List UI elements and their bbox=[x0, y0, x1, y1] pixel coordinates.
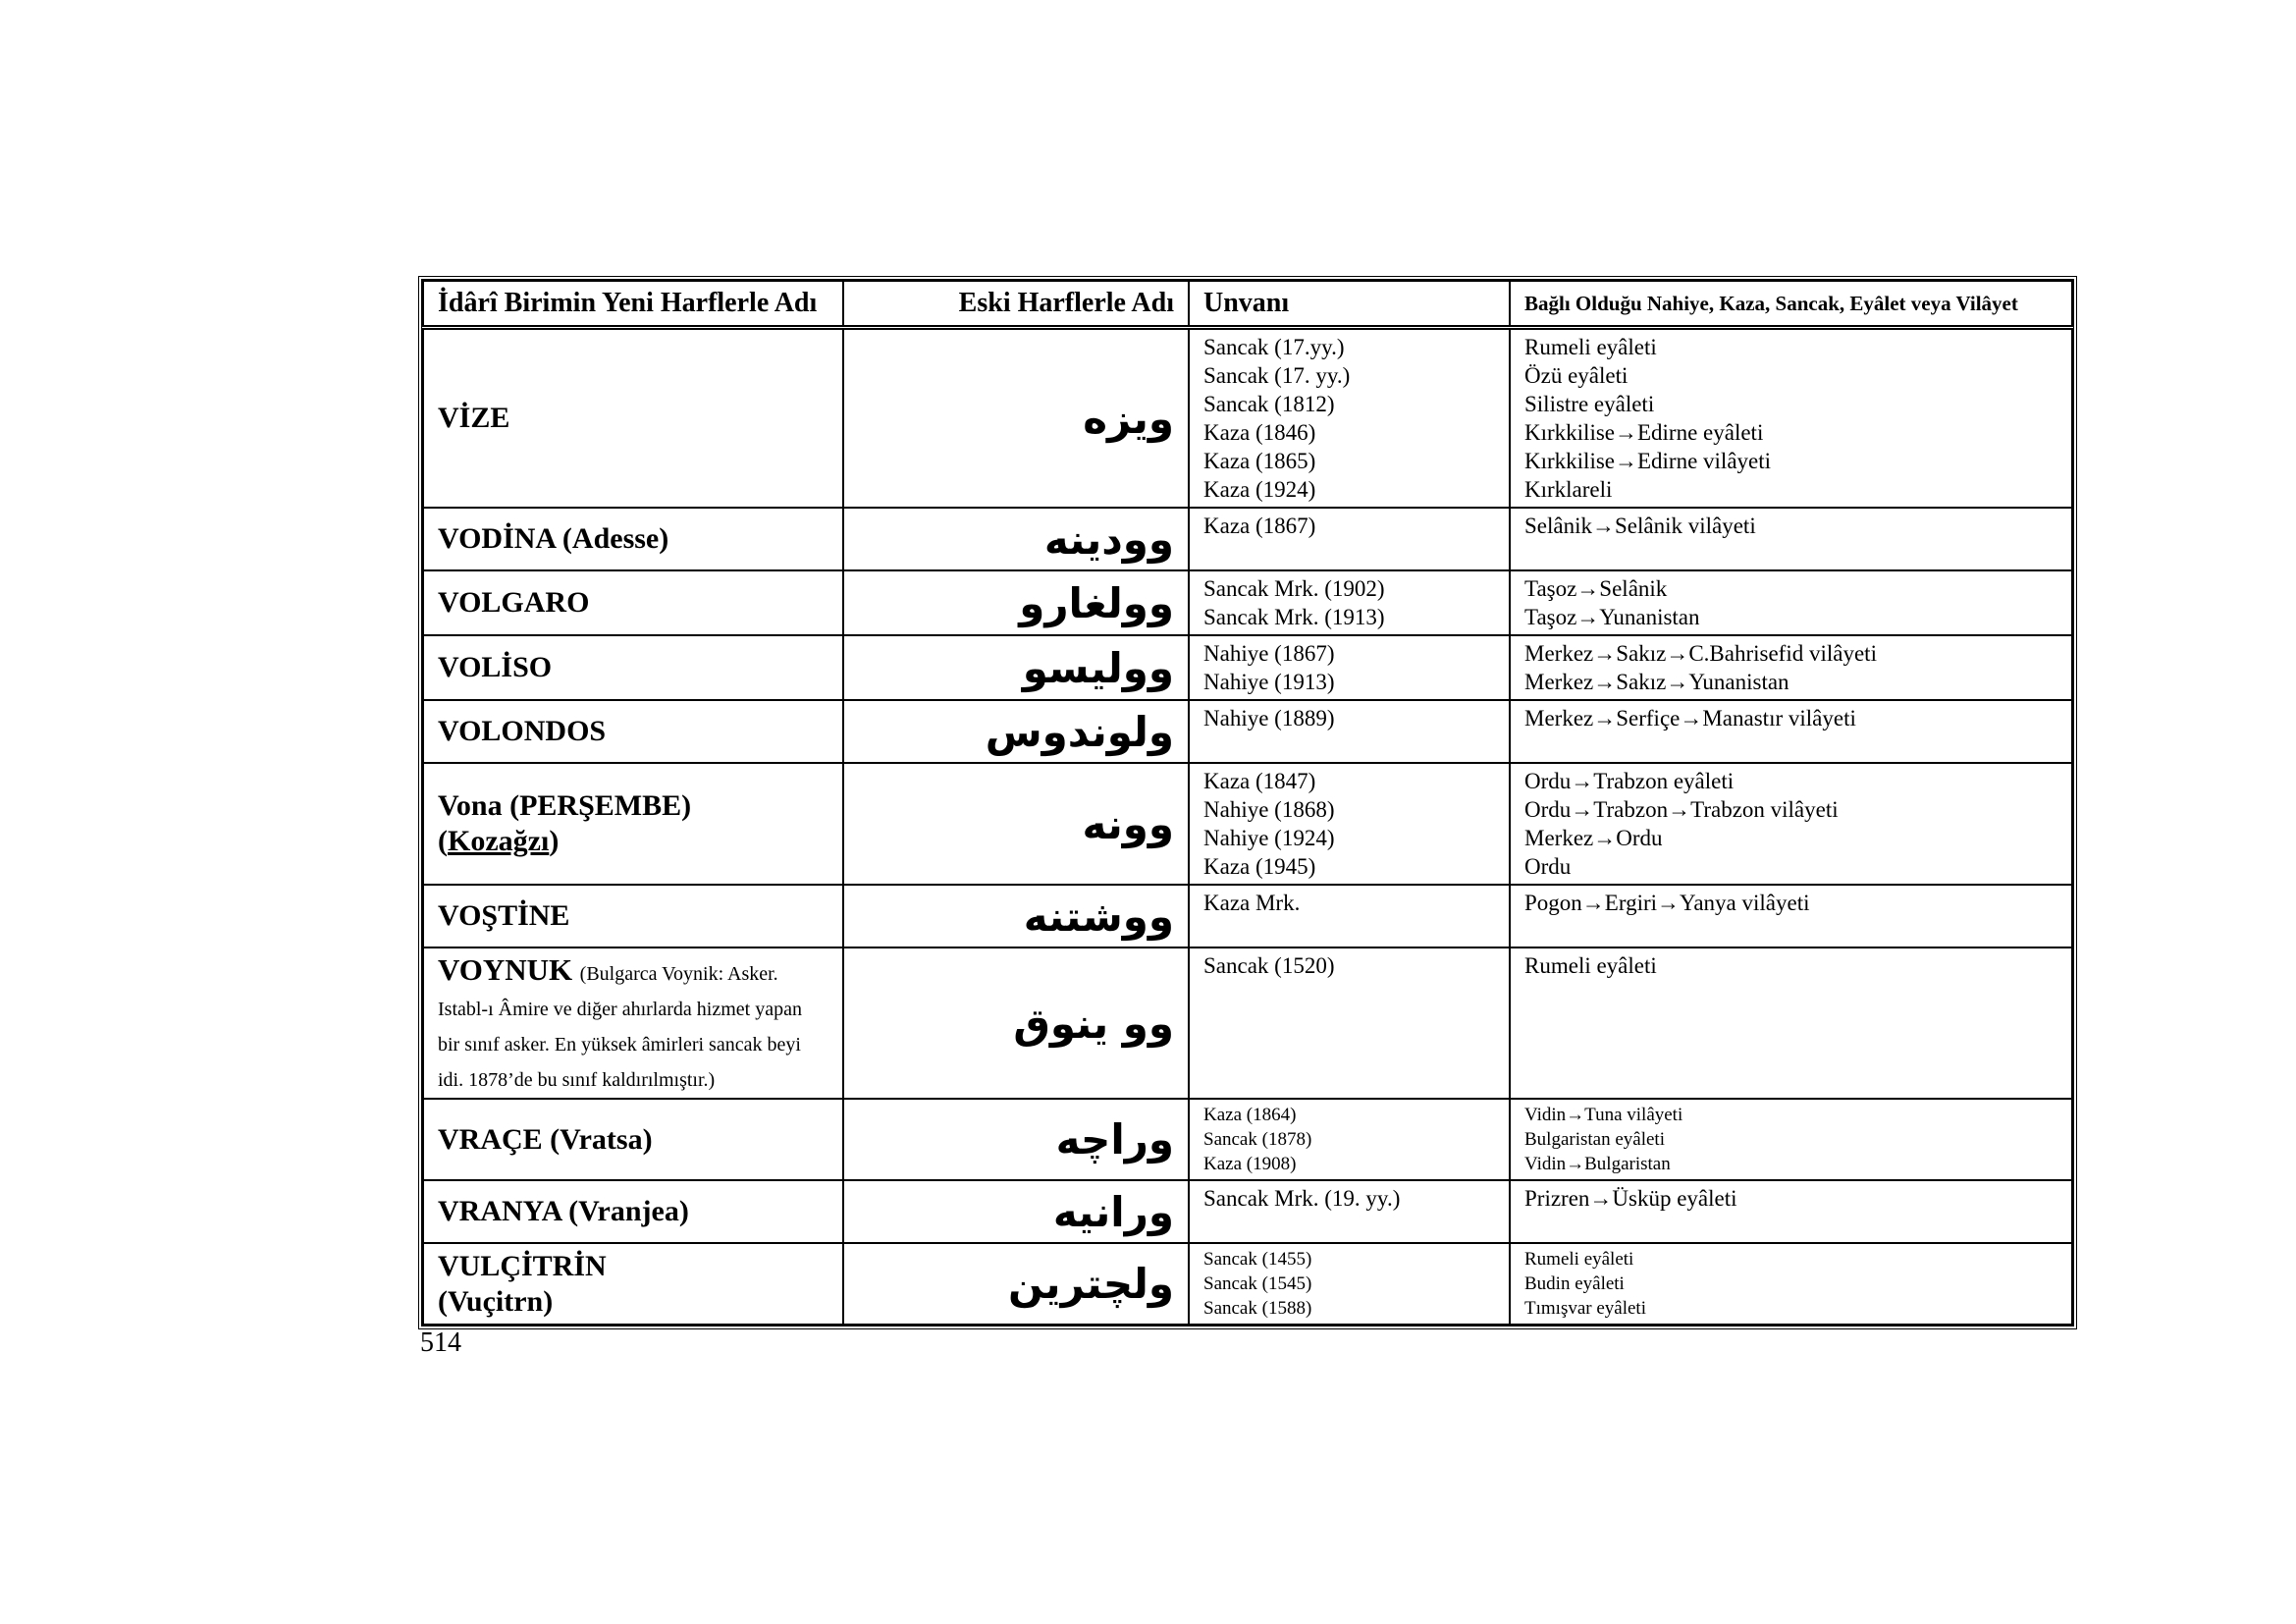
title-line: Kaza (1945) bbox=[1203, 854, 1316, 879]
parent-line: Vidin→Bulgaristan bbox=[1524, 1154, 1671, 1174]
title-line: Sancak (17. yy.) bbox=[1203, 363, 1351, 388]
unit-name-text: VRANYA (Vranjea) bbox=[438, 1195, 689, 1227]
unit-titles bbox=[1189, 570, 1510, 635]
parent-line: Pogon→Ergiri→Yanya vilâyeti bbox=[1524, 891, 1810, 915]
table-row bbox=[423, 1180, 2072, 1243]
unit-titles bbox=[1189, 885, 1510, 947]
unit-old-name: وراچه bbox=[843, 1099, 1189, 1180]
unit-parents bbox=[1510, 700, 2072, 763]
title-line: Sancak Mrk. (1913) bbox=[1203, 605, 1385, 629]
unit-titles bbox=[1189, 1243, 1510, 1325]
title-line: Kaza (1924) bbox=[1203, 477, 1316, 502]
table-row bbox=[423, 508, 2072, 570]
title-line: Sancak (1878) bbox=[1203, 1129, 1312, 1150]
unit-new-name bbox=[423, 508, 843, 570]
parent-line: Budin eyâleti bbox=[1524, 1273, 1625, 1294]
title-line: Kaza (1865) bbox=[1203, 449, 1316, 473]
parent-line: Kırkkilise→Edirne vilâyeti bbox=[1524, 449, 1772, 473]
unit-note: (Bulgarca Voynik: Asker. Istabl-ı Âmire ve diğer ahırlarda hizmet yapan bir sınıf asker. En yüksek âmirleri sancak beyi idi. 1878’de bu sınıf kaldırılmıştır.) bbox=[438, 963, 802, 1091]
unit-titles bbox=[1189, 1099, 1510, 1180]
header-parent: Bağlı Olduğu Nahiye, Kaza, Sancak, Eyâlet veya Vilâyet bbox=[1510, 281, 2072, 328]
title-line: Sancak Mrk. (19. yy.) bbox=[1203, 1186, 1401, 1211]
unit-titles bbox=[1189, 700, 1510, 763]
title-line: Sancak (1812) bbox=[1203, 392, 1335, 416]
unit-parents bbox=[1510, 1243, 2072, 1325]
title-line: Nahiye (1867) bbox=[1203, 641, 1335, 666]
parent-line: Merkez→Sakız→Yunanistan bbox=[1524, 670, 1789, 694]
unit-name-text: VODİNA (Adesse) bbox=[438, 522, 669, 555]
unit-old-name: وولغارو bbox=[843, 570, 1189, 635]
parent-line: Merkez→Sakız→C.Bahrisefid vilâyeti bbox=[1524, 641, 1877, 666]
unit-parents bbox=[1510, 328, 2072, 509]
title-line: Kaza (1867) bbox=[1203, 514, 1316, 538]
gazetteer-table-frame bbox=[418, 276, 2077, 1329]
unit-new-name bbox=[423, 885, 843, 947]
unit-old-name: ولچترین bbox=[843, 1243, 1189, 1325]
parent-line: Ordu→Trabzon→Trabzon vilâyeti bbox=[1524, 797, 1839, 822]
unit-parents bbox=[1510, 885, 2072, 947]
title-line: Nahiye (1889) bbox=[1203, 706, 1335, 731]
unit-new-name bbox=[423, 1243, 843, 1325]
unit-name-alt: (Kozağzı) bbox=[438, 825, 560, 857]
unit-parents bbox=[1510, 1180, 2072, 1243]
unit-new-name bbox=[423, 1180, 843, 1243]
unit-parents bbox=[1510, 570, 2072, 635]
unit-old-name: ولوندوس bbox=[843, 700, 1189, 763]
unit-new-name bbox=[423, 947, 843, 1099]
unit-titles bbox=[1189, 1180, 1510, 1243]
unit-new-name bbox=[423, 1099, 843, 1180]
unit-name-text: VOLİSO bbox=[438, 651, 553, 683]
unit-new-name bbox=[423, 700, 843, 763]
parent-line: Ordu bbox=[1524, 854, 1572, 879]
parent-line: Kırkkilise→Edirne eyâleti bbox=[1524, 420, 1764, 445]
unit-name-text: Vona (PERŞEMBE) bbox=[438, 789, 692, 822]
parent-line: Rumeli eyâleti bbox=[1524, 1249, 1634, 1270]
table-row bbox=[423, 570, 2072, 635]
page-number: 514 bbox=[420, 1327, 461, 1358]
unit-name-text: VOŞTİNE bbox=[438, 899, 570, 932]
parent-line: Özü eyâleti bbox=[1524, 363, 1629, 388]
unit-name-alt: (Vuçitrn) bbox=[438, 1284, 554, 1318]
header-title: Unvanı bbox=[1189, 281, 1510, 328]
unit-titles bbox=[1189, 763, 1510, 885]
title-line: Sancak (1545) bbox=[1203, 1273, 1312, 1294]
unit-old-name: ووشتنه bbox=[843, 885, 1189, 947]
unit-parents bbox=[1510, 947, 2072, 1099]
table-row bbox=[423, 1243, 2072, 1325]
unit-old-name: وو ينوق bbox=[843, 947, 1189, 1099]
parent-line: Kırklareli bbox=[1524, 477, 1613, 502]
parent-line: Merkez→Ordu bbox=[1524, 826, 1663, 850]
title-line: Kaza (1847) bbox=[1203, 769, 1316, 793]
unit-parents bbox=[1510, 1099, 2072, 1180]
table-row bbox=[423, 763, 2072, 885]
title-line: Sancak (1520) bbox=[1203, 953, 1335, 978]
header-new-name: İdârî Birimin Yeni Harflerle Adı bbox=[423, 281, 843, 328]
unit-name-text: VİZE bbox=[438, 402, 510, 434]
parent-line: Taşoz→Yunanistan bbox=[1524, 605, 1700, 629]
unit-name-text: VOLGARO bbox=[438, 586, 590, 619]
unit-new-name bbox=[423, 763, 843, 885]
unit-titles bbox=[1189, 635, 1510, 700]
unit-parents bbox=[1510, 635, 2072, 700]
parent-line: Tımışvar eyâleti bbox=[1524, 1298, 1646, 1319]
unit-name-text: VRAÇE (Vratsa) bbox=[438, 1122, 653, 1156]
unit-parents bbox=[1510, 508, 2072, 570]
table-row bbox=[423, 635, 2072, 700]
unit-new-name bbox=[423, 328, 843, 509]
title-line: Nahiye (1868) bbox=[1203, 797, 1335, 822]
unit-titles bbox=[1189, 328, 1510, 509]
parent-line: Silistre eyâleti bbox=[1524, 392, 1655, 416]
unit-new-name bbox=[423, 570, 843, 635]
unit-new-name bbox=[423, 635, 843, 700]
title-line: Kaza (1846) bbox=[1203, 420, 1316, 445]
parent-line: Selânik→Selânik vilâyeti bbox=[1524, 514, 1756, 538]
parent-line: Bulgaristan eyâleti bbox=[1524, 1129, 1665, 1150]
parent-line: Rumeli eyâleti bbox=[1524, 953, 1657, 978]
header-old-name: Eski Harflerle Adı bbox=[843, 281, 1189, 328]
parent-line: Ordu→Trabzon eyâleti bbox=[1524, 769, 1735, 793]
unit-old-name: وولیسو bbox=[843, 635, 1189, 700]
title-line: Sancak (17.yy.) bbox=[1203, 335, 1345, 359]
title-line: Sancak Mrk. (1902) bbox=[1203, 576, 1385, 601]
unit-name-text: VOLONDOS bbox=[438, 715, 607, 747]
title-line: Kaza Mrk. bbox=[1203, 891, 1301, 915]
title-line: Kaza (1864) bbox=[1203, 1105, 1297, 1125]
title-line: Sancak (1455) bbox=[1203, 1249, 1312, 1270]
unit-old-name: ويزه bbox=[843, 328, 1189, 509]
title-line: Nahiye (1924) bbox=[1203, 826, 1335, 850]
table-row bbox=[423, 885, 2072, 947]
unit-old-name: ورانیه bbox=[843, 1180, 1189, 1243]
unit-old-name: وودينه bbox=[843, 508, 1189, 570]
unit-titles bbox=[1189, 947, 1510, 1099]
table-row bbox=[423, 328, 2072, 509]
gazetteer-table bbox=[422, 280, 2073, 1326]
header-row bbox=[423, 281, 2072, 328]
unit-old-name: وونه bbox=[843, 763, 1189, 885]
title-line: Sancak (1588) bbox=[1203, 1298, 1312, 1319]
parent-line: Prizren→Üsküp eyâleti bbox=[1524, 1186, 1737, 1211]
title-line: Kaza (1908) bbox=[1203, 1154, 1297, 1174]
parent-line: Vidin→Tuna vilâyeti bbox=[1524, 1105, 1683, 1125]
parent-line: Rumeli eyâleti bbox=[1524, 335, 1657, 359]
unit-name-text: VOYNUK bbox=[438, 952, 573, 987]
table-row bbox=[423, 700, 2072, 763]
parent-line: Merkez→Serfiçe→Manastır vilâyeti bbox=[1524, 706, 1856, 731]
unit-titles bbox=[1189, 508, 1510, 570]
table-body bbox=[423, 328, 2072, 1326]
unit-name-text: VULÇİTRİN bbox=[438, 1249, 607, 1282]
parent-line: Taşoz→Selânik bbox=[1524, 576, 1668, 601]
unit-parents bbox=[1510, 763, 2072, 885]
table-row bbox=[423, 947, 2072, 1099]
title-line: Nahiye (1913) bbox=[1203, 670, 1335, 694]
table-row bbox=[423, 1099, 2072, 1180]
